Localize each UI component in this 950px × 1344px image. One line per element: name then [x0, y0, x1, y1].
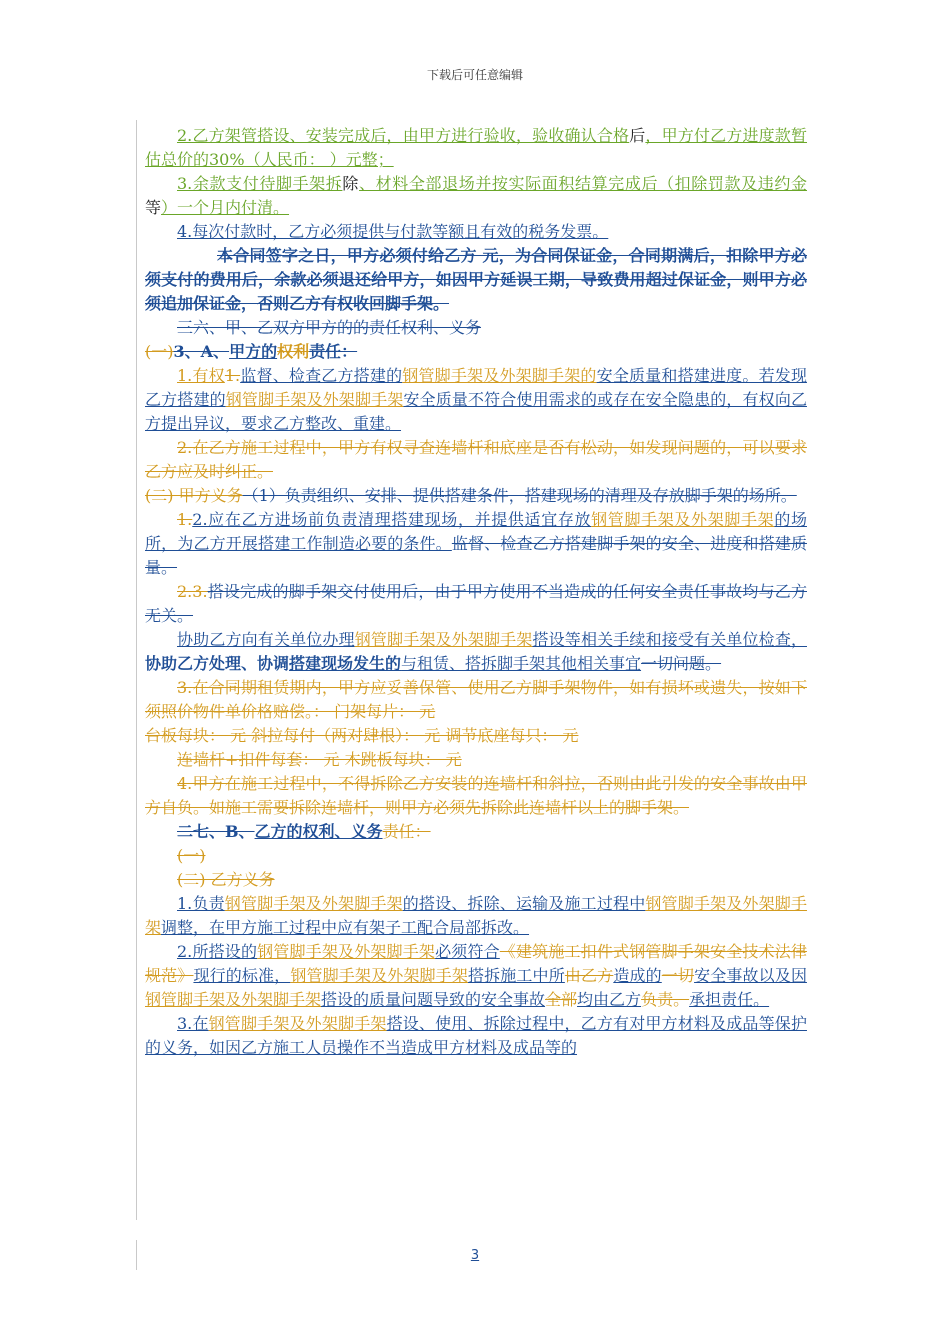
text-run: 搭建现场发生的: [289, 654, 402, 673]
text-run: 3.余款支付待脚手架拆: [177, 174, 343, 193]
text-run: 的场所，为乙方开展搭建工作制造必要的条件。: [145, 510, 807, 553]
text-run: ，甲方付乙方进度款暂估总价的30%（人民币： ）元整；: [145, 126, 807, 169]
text-run: 的搭设、拆除、运输及施工过程中: [402, 894, 646, 913]
paragraph-payment-progress: [145, 124, 807, 172]
paragraph-deposit: [145, 244, 807, 316]
text-run: 1.: [224, 366, 241, 385]
text-run: 二七、: [177, 822, 226, 841]
text-run: 均由乙方: [577, 990, 642, 1009]
paragraph-a-rights-2: [145, 436, 807, 484]
text-run: 监督、检查乙方搭建的: [240, 366, 403, 385]
page-number: 3: [470, 1248, 480, 1263]
text-run: 除: [342, 174, 360, 193]
paragraph-no-removal: [145, 772, 807, 820]
text-run: 搭设、使用、拆除过程中，乙方有对甲方材料及成品等保护的义务，如因乙方施工人员操作不当造成甲方材料及成品等的: [145, 1014, 807, 1057]
document-body: [145, 124, 807, 1060]
text-run: 造成的: [613, 966, 662, 985]
paragraph-b-rights-placeholder: [145, 844, 807, 868]
page-header: 下载后可任意编辑: [426, 68, 523, 82]
paragraph-b-duties-3: [145, 1012, 807, 1060]
paragraph-compensation-prices: [145, 724, 807, 748]
text-run: 责任：: [309, 342, 358, 361]
text-run: 必须符合: [435, 942, 500, 961]
text-run: （1）负责组织、安排、提供搭建条件，搭建现场的清理及存放脚手架的场所。: [242, 486, 797, 505]
text-run: 2.乙方架管搭设、安装完成后，由甲方进行验收，验收确认合格: [177, 126, 630, 145]
text-run: 台板每块： 元 斜拉每付（两对肆根）： 元 调节底座每只： 元: [145, 726, 579, 745]
paragraph-a-duties-3: [145, 580, 807, 628]
text-run: 钢管脚手架及外架脚手架: [145, 990, 322, 1009]
text-run: 现行的标准，: [193, 966, 291, 985]
text-run: ）一个月内付清。: [161, 198, 290, 217]
text-run: 钢管脚手架及外架脚手架: [225, 390, 404, 409]
text-run: 等: [145, 198, 162, 217]
text-run: 4.甲方在施工过程中，不得拆除乙方安装的连墙杆和斜拉，否则由此引发的安全事故由甲方自负。如施工需要拆除连墙杆，则甲方必须先拆除此连墙杆以上的脚手架。: [145, 774, 807, 817]
text-run: 甲方的: [229, 342, 278, 361]
text-run: 承担责任。: [689, 990, 770, 1009]
subheading-party-b-rights: [145, 820, 807, 844]
text-run: 3.在合同期租赁期内，甲方应妥善保管、使用乙方脚手架物件，如有损坏或遗失，按如下须照价物件单价格赔偿。： 门架每片： 元: [145, 678, 807, 721]
text-run: 2.所搭设的: [177, 942, 258, 961]
text-run: 搭拆施工中所: [467, 966, 565, 985]
text-run: 搭设完成的脚手架交付使用后，由于甲方使用不当造成的任何安全责任事故均与乙方无关。: [145, 582, 807, 625]
paragraph-b-duties-1: [145, 892, 807, 940]
text-run: 安全质量和搭建进度。若发现乙方搭建的: [145, 366, 807, 409]
text-run: 2.: [192, 510, 208, 529]
text-run: 1.有权: [177, 366, 225, 385]
section-heading-rights: [145, 316, 807, 340]
text-run: B、: [225, 822, 255, 841]
text-run: 钢管脚手架及外架脚手架: [290, 966, 468, 985]
text-run: (一): [145, 342, 174, 361]
text-run: 4.每次付款时，乙方必须提供与付款等额且有效的税务发票。: [177, 222, 609, 241]
text-run: 钢管脚手架及外架脚手架: [354, 630, 533, 649]
text-run: 3.在: [177, 1014, 209, 1033]
text-run: 、材料全部退场并按实际面积结算完成后（扣除罚款及违约金: [359, 174, 807, 193]
text-run: 负责。: [641, 990, 690, 1009]
text-run: 安全质量不符合使用需求的或存在安全隐患的，有权向乙方提出异议，要求乙方整改、重建。: [145, 390, 807, 433]
paragraph-a-duties-2: [145, 508, 807, 580]
text-run: 由乙方: [564, 966, 614, 985]
margin-line: [136, 120, 137, 1220]
text-run: 与租赁、搭拆脚手架其他相关事宜: [401, 654, 642, 673]
text-run: 1.: [177, 510, 193, 529]
text-run: 权利: [277, 342, 310, 361]
text-run: 应在乙方进场前负责清理搭建现场，并提供适宜存放: [207, 510, 592, 529]
text-run: 三六、甲、乙双方甲方的的责任权利、义务: [177, 318, 482, 337]
paragraph-a-rights-1: [145, 364, 807, 436]
text-run: 一切问题。: [641, 654, 722, 673]
text-run: (二) 甲方义务: [145, 486, 243, 505]
text-run: 协助乙方向有关单位办理: [177, 630, 355, 649]
text-run: 2.在乙方施工过程中，甲方有权寻查连墙杆和底座是否有松动，如发现问题的，可以要求乙方应及时纠正。: [145, 438, 807, 481]
text-run: 钢管脚手架及外架脚手架: [224, 894, 403, 913]
text-run: 钢管脚手架及外架脚手架: [591, 510, 775, 529]
text-run: 钢管脚手架及外架脚手架: [145, 894, 807, 937]
text-run: 调整，在甲方施工过程中应有架子工配合局部拆改。: [161, 918, 530, 937]
text-run: 3、A、: [173, 342, 230, 361]
text-run: 搭设的质量问题导致的安全事故: [321, 990, 546, 1009]
paragraph-payment-balance: [145, 172, 807, 220]
paragraph-compensation: [145, 676, 807, 724]
text-run: (一): [177, 846, 206, 865]
text-run: 钢管脚手架及外架脚手架: [257, 942, 436, 961]
text-run: 本合同签字之日，甲方必须付给乙方 元，为合同保证金，合同期满后，扣除甲方必须支付的费用后，余款必须退还给甲方，如因甲方延误工期，导致费用超过保证金，则甲方必须追加保证金，否则乙方有权收回脚手架。: [145, 246, 807, 313]
paragraph-b-duties-heading: [145, 868, 807, 892]
text-run: 全部: [545, 990, 578, 1009]
text-run: 2.3.: [177, 582, 208, 601]
subheading-party-a-rights: [145, 340, 807, 364]
text-run: 连墙杆+扣件每套： 元 木跳板每块： 元: [177, 750, 462, 769]
text-run: 钢管脚手架及外架脚手架: [208, 1014, 387, 1033]
text-run: 《建筑施工扣件式钢管脚手架安全技术法律规范》: [145, 942, 807, 985]
paragraph-a-assist: [145, 628, 807, 676]
paragraph-b-duties-2: [145, 940, 807, 1012]
text-run: 乙方的权利、义务: [254, 822, 383, 841]
text-run: (二) 乙方义务: [177, 870, 275, 889]
text-run: 监督、检查乙方搭建脚手架的安全、进度和搭建质量。: [145, 534, 807, 577]
text-run: 责任：: [382, 822, 431, 841]
text-run: 1.负责: [177, 894, 225, 913]
text-run: 钢管脚手架及外架脚手架的: [402, 366, 597, 385]
paragraph-compensation-prices-2: [145, 748, 807, 772]
paragraph-a-duties-heading: [145, 484, 807, 508]
text-run: 协助乙方处理、协调: [145, 654, 290, 673]
paragraph-tax-invoice: [145, 220, 807, 244]
text-run: 安全事故以及因: [694, 966, 807, 985]
text-run: 一切: [661, 966, 695, 985]
text-run: 后: [629, 126, 646, 145]
text-run: 搭设等相关手续和接受有关单位检查，: [532, 630, 807, 649]
